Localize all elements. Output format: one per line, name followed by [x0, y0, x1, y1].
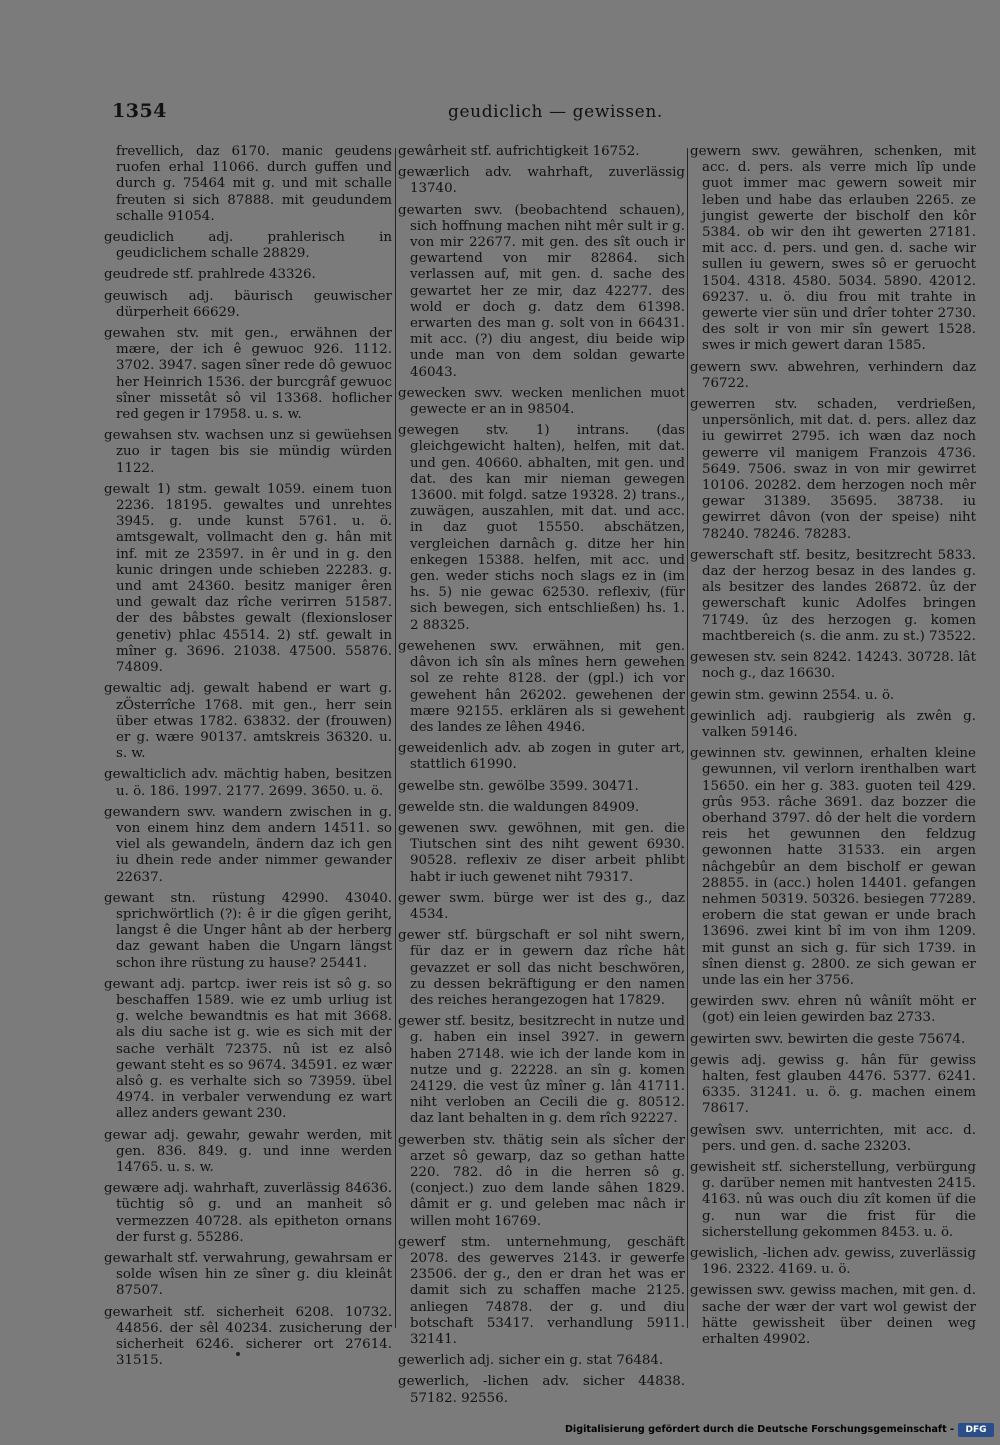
dictionary-entry: gewahsen stv. wachsen unz si gewüehsen zuo ir tagen bis sie mündig würden 1122. [104, 428, 392, 476]
funding-credit: Digitalisierung gefördert durch die Deutsche Forschungsgemeinschaft - [564, 1424, 954, 1435]
column-left [104, 144, 392, 1374]
dictionary-entry: gewirden swv. ehren nû wâniît möht er (got) ein leien gewirden baz 2733. [690, 994, 976, 1026]
dictionary-entry: gewer stf. bürgschaft er sol niht swern, für daz er in gewern daz rîche hât gevazzet er soll das nicht beschwören, zu dessen bekräftigung er den namen des reiches herangezogen hat 17829. [398, 928, 685, 1008]
dictionary-entry: geweidenlich adv. ab zogen in guter art, stattlich 61990. [398, 741, 685, 773]
dictionary-entry: gewerben stv. thätig sein als sîcher der arzet sô gewarp, daz so gethan hatte 220. 782. dô in die herren sô g. (conject.) zuo dem lande sâhen 1829. dâmit er g. und geleben mac nâch ir willen moht 16769. [398, 1132, 685, 1229]
column-divider [687, 148, 688, 1328]
footer [0, 1423, 1000, 1439]
page-number: 1354 [112, 100, 167, 122]
dictionary-entry: gewelbe stn. gewölbe 3599. 30471. [398, 778, 639, 794]
dictionary-entry: gewarten swv. (beobachtend schauen), sich hoffnung machen niht mêr sult ir g. von mir 22677. mit gen. des sît ouch ir gewartend von mir 82864. sich verlassen auf, mit gen. d. sache des gewartet her ze mir, daz 42277. des wold er doch g. datz dem 61398. erwarten des man g. solt von in 66431. mit acc. (?) diu angest, diu beide wip unde man von dem soldan gewarte 46043. [398, 202, 685, 380]
dictionary-entry: gewærlich adv. wahrhaft, zuverlässig 13740. [398, 165, 685, 197]
dictionary-entry: gewegen stv. 1) intrans. (das gleichgewicht halten), helfen, mit dat. und gen. 40660. abhalten, mit gen. und dat. des kan mir nieman gewegen 13600. mit folgd. satze 19328. 2) trans., zuwägen, auszahlen, mit dat. und acc. in daz guot 15550. abschätzen, vergleichen darnâch g. ditze her hin enkegen 15388. helfen, mit acc. und gen. weder stichs noch slags ez in (im hs. 5) nie gewac 62530. reflexiv, (für sich bewegen, sich entschließen) hs. 1. 2 88325. [398, 423, 685, 633]
dictionary-entry: geudrede stf. prahlrede 43326. [104, 267, 316, 283]
dictionary-entry: gewehenen swv. erwähnen, mit gen. dâvon ich sîn als mînes hern gewehen sol ze rehte 8128. der (gpl.) ich vor gewehent hân 26202. gewehenen der mære 92155. erklären als si gewehent des landes ze lêhen 4946. [398, 638, 685, 735]
dictionary-entry: gewinnen stv. gewinnen, erhalten kleine gewunnen, vil verlorn irenthalben wart 15650. ein her g. 383. guoten teil 429. grûs 953. râche 3691. daz bozzer die oberhand 3797. dô der helt die vordern reis het gewunnen den feldzug gewonnen hatte 31533. ein argen nâchgebûr an dem bischolf er gewan 28855. in (acc.) holen 14401. gefangen nehmen 50319. 50326. besiegen 77289. erobern die stat gewan er unde brach 13696. zwei kint bî im von ihm 1209. mit gunst an sich g. für sich 1739. in sînen dienst g. 2800. ze sich gewan er unde las ein her 3756. [690, 746, 976, 988]
dictionary-entry: gewerlich adj. sicher ein g. stat 76484. [398, 1353, 664, 1369]
dictionary-entry: geuwisch adj. bäurisch geuwischer dürperheit 66629. [104, 288, 392, 320]
dictionary-entry: gewern swv. gewähren, schenken, mit acc. d. pers. als verre mich lîp unde guot immer mac gewern soweit mir leben und habe das erlauben 2265. ze jungist gewerte der bischolf den kôr 5384. ob wir den iht gewerten 27181. mit acc. d. pers. und gen. d. sache wir sullen iu gewern, swes sô er geruocht 1504. 4318. 4580. 5034. 5890. 42012. 69237. u. ö. diu frou mit trahte in gewerte vier sün und drîer tohter 2730. des solt ir von mir sîn gewert 1528. swes ir mich gewert daran 1585. [690, 144, 976, 354]
dictionary-entry: gewârheit stf. aufrichtigkeit 16752. [398, 144, 640, 159]
dictionary-entry: gewislich, -lichen adv. gewiss, zuverlässig 196. 2322. 4169. u. ö. [690, 1246, 976, 1278]
dictionary-entry: gewinlich adj. raubgierig als zwên g. valken 59146. [690, 708, 976, 740]
dictionary-entry: geudiclich adj. prahlerisch in geudiclichem schalle 28829. [104, 230, 392, 262]
dictionary-entry: gewern swv. abwehren, verhindern daz 76722. [690, 359, 976, 391]
dictionary-entry: gewer swm. bürge wer ist des g., daz 4534. [398, 890, 685, 922]
dictionary-entry: gewalticlich adv. mächtig haben, besitzen u. ö. 186. 1997. 2177. 2699. 3650. u. ö. [104, 767, 392, 799]
running-head: geudiclich — gewissen. [448, 102, 663, 122]
dictionary-entry: gewin stm. gewinn 2554. u. ö. [690, 687, 895, 703]
dictionary-entry: gewelde stn. die waldungen 84909. [398, 799, 640, 815]
dfg-logo: DFG [958, 1423, 994, 1437]
dictionary-entry: gewis adj. gewiss g. hân für gewiss halten, fest glauben 4476. 5377. 6241. 6335. 31241. u. ö. g. machen einem 78617. [690, 1052, 976, 1117]
dictionary-entry: gewarheit stf. sicherheit 6208. 10732. 44856. der sêl 40234. zusicherung der sicherheit 6246. sicherer ort 27614. 31515. [104, 1304, 392, 1369]
dictionary-entry: gewer stf. besitz, besitzrecht in nutze und g. haben ein insel 3927. in gewern haben 27148. wie ich der lande kom in nutze und g. 22228. an sîn g. komen 24129. die vest ûz mîner g. lân 41711. niht verloben an Cecili die g. 80512. daz lant behalten in g. dem rîch 92227. [398, 1014, 685, 1127]
dictionary-entry: gewalt 1) stm. gewalt 1059. einem tuon 2236. 18195. gewaltes und unrehtes 3945. g. unde kunst 5761. u. ö. amtsgewalt, vollmacht den g. hân mit inf. mit ze 23597. in êr und in g. den kunic dringen unde schieben 22283. g. und amt 24360. besitz maniger êren und gewalt daz rîche verirren 51587. der des bâbstes gewalt (flexionsloser genetiv) phlac 45514. 2) stf. gewalt in mîner g. 3696. 21038. 47500. 55876. 74809. [104, 481, 392, 676]
column-middle [398, 144, 685, 1412]
column-right [690, 144, 976, 1353]
dictionary-entry: gewerlich, -lichen adv. sicher 44838. 57182. 92556. [398, 1374, 685, 1406]
dictionary-entry: gewerf stm. unternehmung, geschäft 2078. des gewerves 2143. ir gewerfe 23506. der g., den er dran het was er damit sich zu schaffen mache 2125. anliegen 74878. der g. und diu botschaft 53417. verhandlung 5911. 32141. [398, 1234, 685, 1348]
dictionary-entry: gewarhalt stf. verwahrung, gewahrsam er solde wîsen hin ze sîner g. diu kleinât 87507. [104, 1251, 392, 1299]
dictionary-entry: gewissen swv. gewiss machen, mit gen. d. sache der wær der vart wol gewist der hätte gewissheit über deinen weg erhalten 49902. [690, 1283, 976, 1348]
dictionary-entry: gewerschaft stf. besitz, besitzrecht 5833. daz der herzog besaz in des landes g. als besitzer des landes 26872. ûz der gewerschaft kunic Adolfes bringen 71749. ûz des herzogen g. komen machtbereich (s. die anm. zu st.) 73522. [690, 547, 976, 644]
dictionary-entry: gewaltic adj. gewalt habend er wart g. zÖsterrîche 1768. mit gen., herr sein über etwas 1782. 63832. der (frouwen) er g. wære 90137. amtskreis 36320. u. s. w. [104, 681, 392, 762]
dictionary-entry: gewant adj. partcp. iwer reis ist sô g. so beschaffen 1589. wie ez umb urliug ist g. welche bewandtnis es hat mit 3668. als diu sache ist g. wie es sich mit der sache verhält 72375. nû ist ez alsô gewant steht es so 9674. 34591. ez wær alsô g. es verhalte sich so 73959. übel 4974. in verbaler verwendung ez wart allez anders gewant 230. [104, 976, 392, 1122]
dictionary-entry: gewandern swv. wandern zwischen in g. von einem hinz dem andern 14511. so viel als gewandeln, ändern daz ich gen iu dhein rede ander nimmer gewander 22637. [104, 804, 392, 885]
dictionary-entry: gewenen swv. gewöhnen, mit gen. die Tiutschen sint des niht gewent 6930. 90528. reflexiv ze diser arbeit phlibt habt ir iuch gewenet niht 79317. [398, 820, 685, 885]
column-divider [395, 148, 396, 1328]
print-speck [236, 1352, 240, 1356]
dictionary-entry: gewant stn. rüstung 42990. 43040. sprichwörtlich (?): ê ir die gîgen geriht, langst ê die Unger hânt ab der herberg daz gewant haben die Ungarn längst schon ihre rüstung zu hause? 25441. [104, 890, 392, 971]
dictionary-entry: gewesen stv. sein 8242. 14243. 30728. lât noch g., daz 16630. [690, 650, 976, 682]
dictionary-entry: gewirten swv. bewirten die geste 75674. [690, 1031, 966, 1047]
dictionary-entry: gewîsen swv. unterrichten, mit acc. d. pers. und gen. d. sache 23203. [690, 1122, 976, 1154]
dictionary-entry: gewecken swv. wecken menlichen muot gewecte er an in 98504. [398, 385, 685, 418]
dictionary-entry: gewerren stv. schaden, verdrießen, unpersönlich, mit dat. d. pers. allez daz iu gewirret 2795. ich wæn daz noch gewerre vil manigem Franzois 4736. 5649. 7506. swaz in von mir gewirret 10106. 20282. dem herzogen noch mêr gewar 31389. 35695. 38738. iu gewirret dâvon (von der speise) niht 78240. 78246. 78283. [690, 397, 976, 542]
dictionary-entry: gewahen stv. mit gen., erwähnen der mære, der ich ê gewuoc 926. 1112. 3702. 3947. sagen sîner rede dô gewuoc her Heinrich 1536. der burcgrâf gewuoc sîner missetât sô vil 13368. hoflicher red gegen ir 17958. u. s. w. [104, 326, 392, 423]
dictionary-entry: frevellich, daz 6170. manic geudens ruofen erhal 11066. durch guffen und durch g. 75464 mit g. und mit schalle freuten si sich 87888. mit geudundem schalle 91054. [116, 144, 392, 224]
dictionary-entry: gewar adj. gewahr, gewahr werden, mit gen. 836. 849. g. und inne werden 14765. u. s. w. [104, 1127, 392, 1175]
dictionary-entry: gewære adj. wahrhaft, zuverlässig 84636. tüchtig sô g. und an manheit sô vermezzen 40728. als epitheton ornans der furst g. 55286. [104, 1181, 392, 1245]
dictionary-entry: gewisheit stf. sicherstellung, verbürgung g. darüber nemen mit hantvesten 2415. 4163. nû was ouch diu zît komen üf die g. nun war die frist für die sicherstellung gekommen 8453. u. ö. [690, 1159, 976, 1240]
